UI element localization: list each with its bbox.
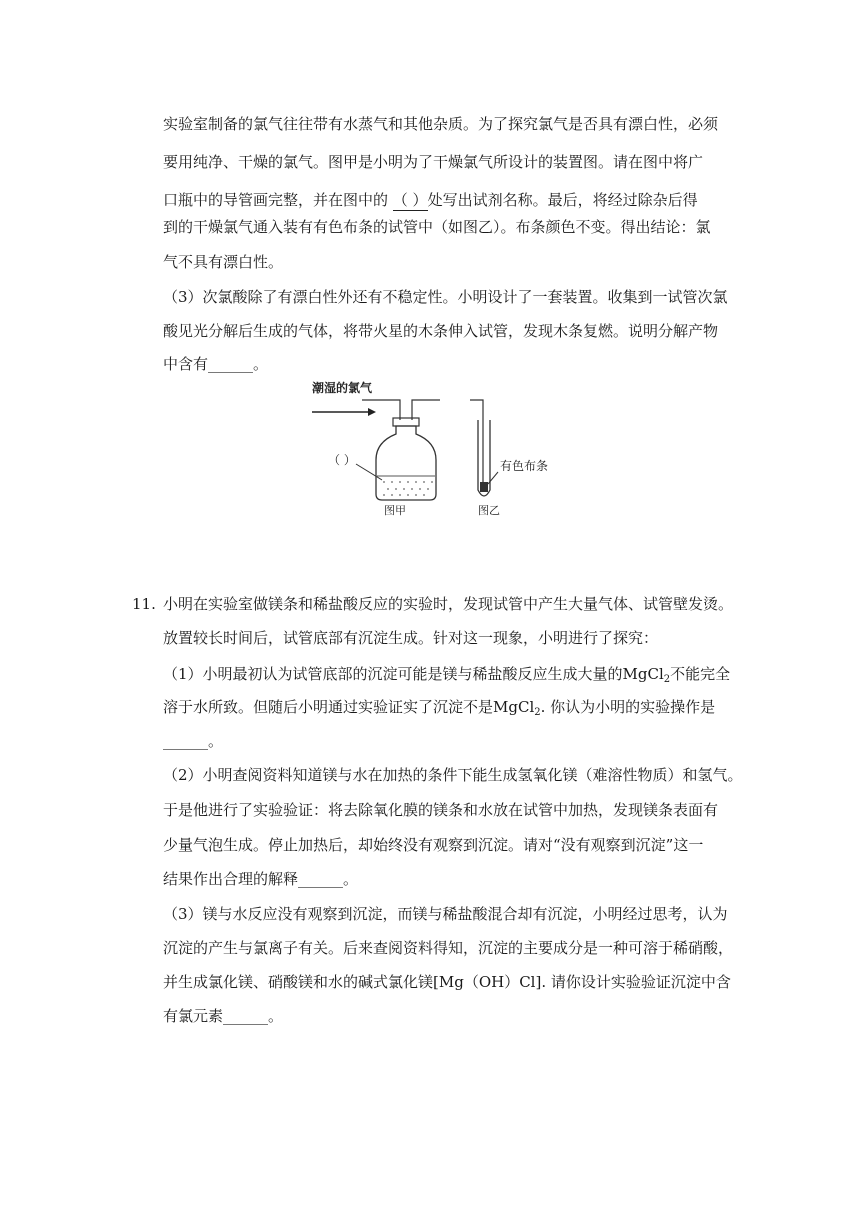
apparatus-figure — [300, 372, 570, 522]
text-line: 到的干燥氯气通入装有有色布条的试管中（如图乙）。布条颜色不变。得出结论：氯 — [163, 218, 711, 236]
inlet-tube — [362, 400, 400, 420]
text-line: 小明在实验室做镁条和稀盐酸反应的实验时，发现试管中产生大量气体、试管壁发烫。 — [163, 595, 734, 613]
answer-blank: （ ） — [392, 191, 428, 209]
text-segment: （1）小明最初认为试管底部的沉淀可能是镁与稀盐酸反应生成大量的MgCl — [163, 665, 664, 683]
text-line: 要用纯净、干燥的氯气。图甲是小明为了干燥氯气所设计的装置图。请在图中将广 — [163, 153, 704, 171]
text-line: （3）次氯酸除了有漂白性外还有不稳定性。小明设计了一套装置。收集到一试管次氯 — [163, 288, 728, 306]
text-line: 沉淀的产生与氯离子有关。后来查阅资料得知，沉淀的主要成分是一种可溶于稀硝酸， — [163, 939, 734, 957]
arrow-head-icon — [368, 408, 376, 416]
liquid-dots — [383, 481, 433, 496]
reagent-label: （ ） — [328, 453, 356, 467]
text-line: 实验室制备的氯气往往带有水蒸气和其他杂质。为了探究氯气是否具有漂白性，必须 — [163, 115, 719, 133]
text-line — [163, 664, 730, 690]
text-line: 气不具有漂白性。 — [163, 253, 284, 271]
tube-inlet — [470, 400, 483, 416]
text-segment: 口瓶中的导管画完整，并在图中的 — [163, 191, 393, 209]
cloth-label: 有色布条 — [500, 459, 549, 473]
stopper — [393, 418, 419, 426]
caption-a: 图甲 — [384, 504, 406, 517]
text-line: 中含有______。 — [163, 355, 269, 373]
wide-mouth-bottle — [376, 426, 436, 500]
text-line — [163, 697, 715, 723]
text-line — [163, 190, 698, 211]
inlet-label: 潮湿的氯气 — [312, 381, 373, 395]
text-line: ______。 — [163, 732, 224, 750]
colored-cloth — [480, 482, 488, 492]
subscript: 2 — [663, 674, 671, 685]
question-number: 11. — [132, 595, 156, 613]
text-line: 放置较长时间后，试管底部有沉淀生成。针对这一现象，小明进行了探究： — [163, 629, 659, 647]
text-segment: 处写出试剂名称。最后，将经过除杂后得 — [427, 191, 698, 209]
text-segment: . 你认为小明的实验操作是 — [540, 698, 716, 716]
outlet-tube — [412, 400, 440, 420]
subscript: 2 — [534, 707, 541, 718]
text-line: （2）小明查阅资料知道镁与水在加热的条件下能生成氢氧化镁（难溶性物质）和氢气。 — [163, 766, 743, 784]
text-line: 少量气泡生成。停止加热后，却始终没有观察到沉淀。请对“没有观察到沉淀”这一 — [163, 836, 704, 854]
text-line: 酸见光分解后生成的气体，将带火星的木条伸入试管，发现木条复燃。说明分解产物 — [163, 322, 719, 340]
text-segment: 不能完全 — [670, 665, 731, 683]
caption-b: 图乙 — [478, 504, 500, 517]
text-line: （3）镁与水反应没有观察到沉淀，而镁与稀盐酸混合却有沉淀，小明经过思考，认为 — [163, 905, 728, 923]
text-line: 结果作出合理的解释______。 — [163, 870, 359, 888]
text-line: 于是他进行了实验验证：将去除氧化膜的镁条和水放在试管中加热，发现镁条表面有 — [163, 801, 719, 819]
text-line: 有氯元素______。 — [163, 1007, 284, 1025]
text-segment: 溶于水所致。但随后小明通过实验证实了沉淀不是MgCl — [163, 698, 535, 716]
text-line: 并生成氯化镁、硝酸镁和水的碱式氯化镁[Mg（OH）Cl]. 请你设计实验验证沉淀中含 — [163, 973, 731, 991]
reagent-pointer — [356, 464, 382, 480]
